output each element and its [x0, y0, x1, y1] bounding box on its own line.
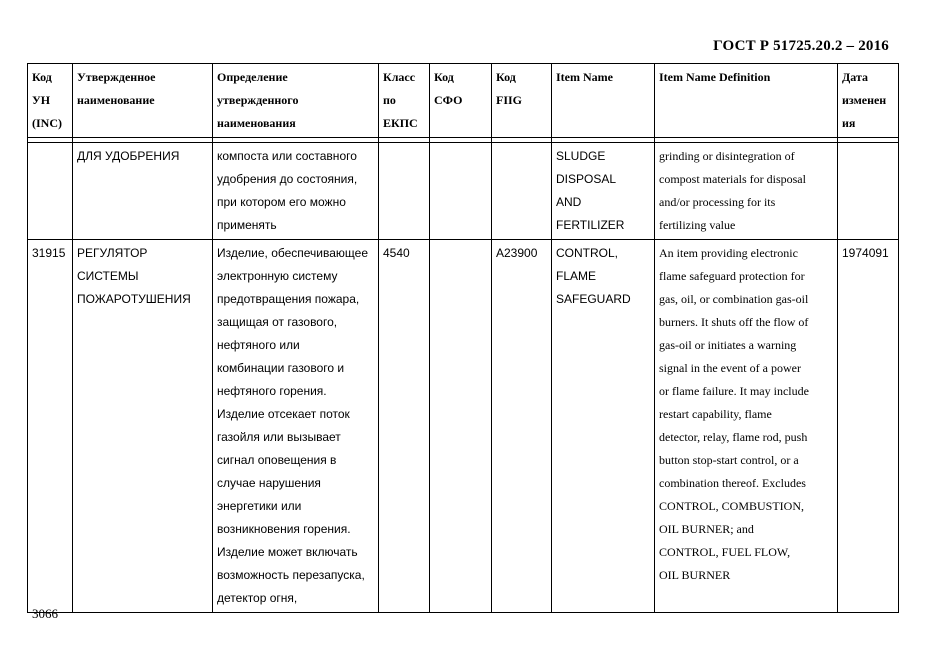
cell-item-definition: An item providing electronic flame safeguard protection for gas, oil, or combination gas-oil burners. It shuts off the flow of gas-oil or initiates a warning signal in the event of a power or flame failure. It may include restart capability, flame detector, relay, flame rod, push button stop-start control, or a combination thereof. Excludes CONTROL, COMBUSTION, OIL BURNER; and CONTROL, FUEL FLOW, OIL BURNER [655, 240, 838, 613]
cell-date: 1974091 [838, 240, 899, 613]
table-row [28, 240, 899, 613]
cell-inc [28, 143, 73, 240]
cell-approved-name: ДЛЯ УДОБРЕНИЯ [73, 143, 213, 240]
cell-item-name: CONTROL, FLAME SAFEGUARD [552, 240, 655, 613]
col-header-approved-name: Утвержденное наименование [73, 64, 213, 138]
cell-item-definition: grinding or disintegration of compost materials for disposal and/or processing for its fertilizing value [655, 143, 838, 240]
cell-sfo [430, 240, 492, 613]
cell-fiig: A23900 [492, 240, 552, 613]
col-header-class: Класс по ЕКПС [379, 64, 430, 138]
cell-inc: 31915 [28, 240, 73, 613]
page-number: 3066 [32, 606, 58, 621]
col-header-date: Дата изменен ия [838, 64, 899, 138]
table-row [28, 143, 899, 240]
col-header-inc: Код УН (INC) [28, 64, 73, 138]
cell-item-name: SLUDGE DISPOSAL AND FERTILIZER [552, 143, 655, 240]
cell-definition: компоста или составного удобрения до состояния, при котором его можно применять [213, 143, 379, 240]
cell-fiig [492, 143, 552, 240]
table-header-row [28, 64, 899, 138]
document-title: ГОСТ Р 51725.20.2 – 2016 [713, 38, 889, 54]
cell-definition: Изделие, обеспечивающее электронную систему предотвращения пожара, защищая от газового, нефтяного или комбинации газового и нефтяного горения. Изделие отсекает поток газойля или вызывает сигнал оповещения в случае нарушения энергетики или возникновения горения. Изделие может включать возможность перезапуска, детектор огня, [213, 240, 379, 613]
cell-sfo [430, 143, 492, 240]
cell-date [838, 143, 899, 240]
col-header-item-definition: Item Name Definition [655, 64, 838, 138]
col-header-definition: Определение утвержденного наименования [213, 64, 379, 138]
cell-approved-name: РЕГУЛЯТОР СИСТЕМЫ ПОЖАРОТУШЕНИЯ [73, 240, 213, 613]
col-header-fiig: Код FIIG [492, 64, 552, 138]
cell-class: 4540 [379, 240, 430, 613]
item-name-table [27, 63, 899, 613]
col-header-sfo: Код СФО [430, 64, 492, 138]
col-header-item-name: Item Name [552, 64, 655, 138]
cell-class [379, 143, 430, 240]
